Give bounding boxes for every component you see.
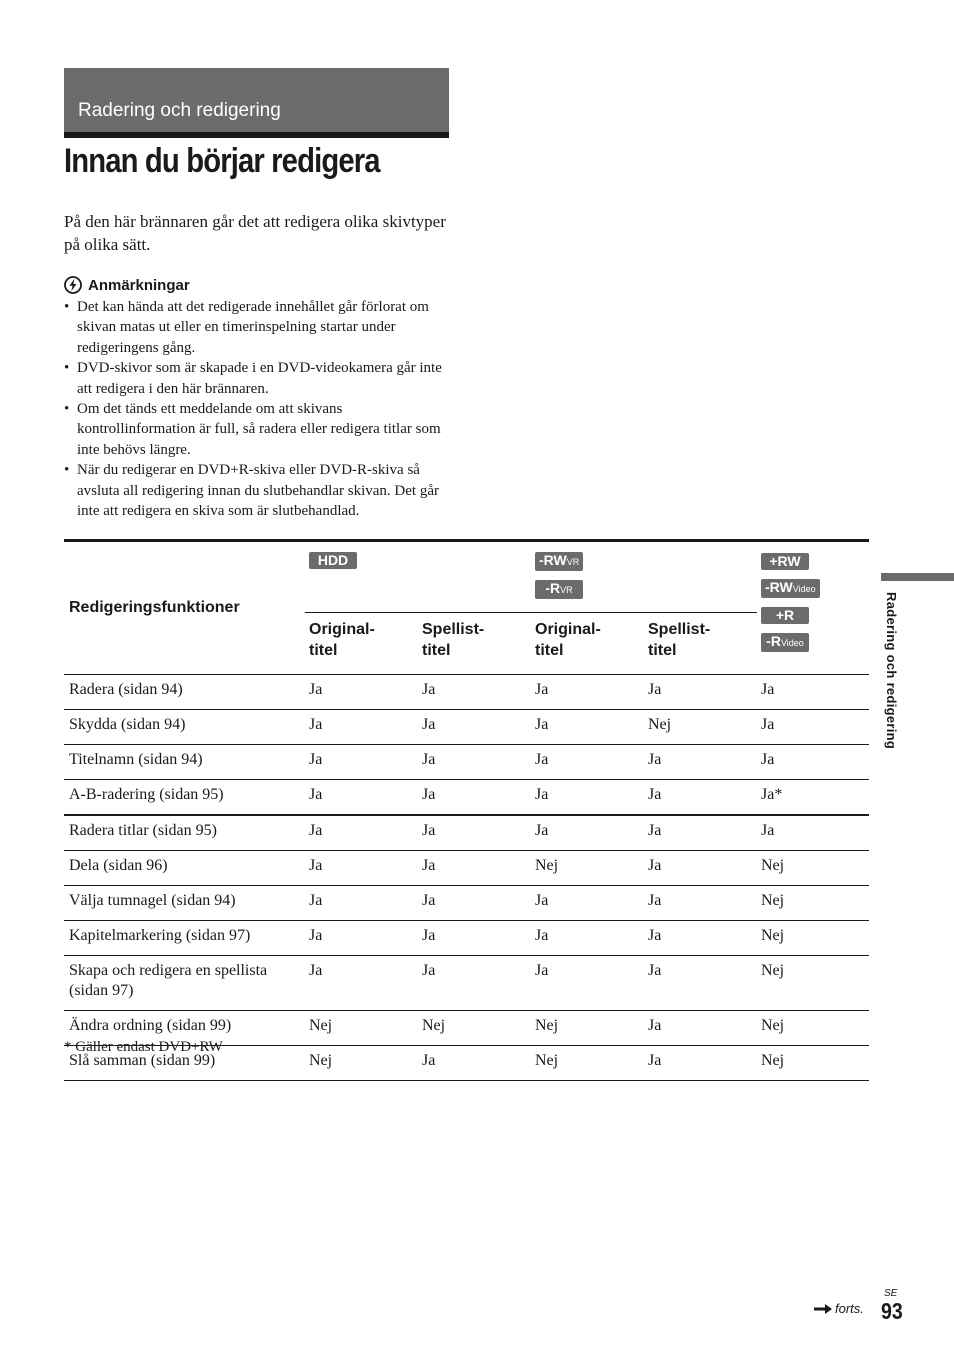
page-title: Innan du börjar redigera [64, 142, 380, 180]
note-item: • Om det tänds ett meddelande om att skivans kontrollinformation är full, så radera eller redigera titlar som inte behövs längre. [64, 399, 454, 460]
value-cell: Ja [644, 956, 757, 1011]
editing-functions-table [64, 539, 869, 1081]
value-cell: Ja [418, 886, 531, 921]
value-cell: Ja [531, 956, 644, 1011]
value-cell: Ja [418, 956, 531, 1011]
table-row [64, 710, 869, 745]
page-number: 93 [881, 1298, 903, 1324]
dvd-original-title-header: Original- titel [531, 613, 644, 675]
value-cell: Ja [644, 886, 757, 921]
table-row [64, 780, 869, 816]
arrow-right-icon [813, 1303, 833, 1315]
value-cell: Ja [305, 675, 418, 710]
hdd-original-title-header: Original- titel [305, 613, 418, 675]
value-cell: Ja [644, 675, 757, 710]
value-cell: Ja [305, 956, 418, 1011]
value-cell: Ja [644, 780, 757, 816]
value-cell: Ja [418, 851, 531, 886]
value-cell: Ja [418, 1046, 531, 1081]
footnote: * Gäller endast DVD+RW [64, 1039, 223, 1055]
table-row [64, 745, 869, 780]
value-cell: Ja [418, 675, 531, 710]
value-cell: Ja [418, 815, 531, 851]
value-cell: Ja [644, 1011, 757, 1046]
function-cell: Radera titlar (sidan 95) [64, 815, 305, 851]
value-cell: Ja [531, 815, 644, 851]
function-cell: Ändra ordning (sidan 99) [64, 1011, 305, 1046]
value-cell: Ja [757, 710, 869, 745]
function-cell: Slå samman (sidan 99) [64, 1046, 305, 1081]
section-banner [64, 68, 449, 132]
value-cell: Nej [644, 710, 757, 745]
value-cell: Nej [531, 1011, 644, 1046]
rw-video-badge: -RWVideo [761, 579, 820, 598]
value-cell: Ja [305, 745, 418, 780]
value-cell: Ja [418, 780, 531, 816]
function-cell: Dela (sidan 96) [64, 851, 305, 886]
plus-r-badge: +R [761, 607, 809, 624]
value-cell: Ja [531, 710, 644, 745]
continued-indicator [813, 1301, 864, 1316]
plus-rw-badge: +RW [761, 553, 809, 570]
r-video-badge: -RVideo [761, 633, 809, 652]
function-cell: Skapa och redigera en spellista (sidan 97) [64, 956, 305, 1011]
value-cell: Nej [531, 1046, 644, 1081]
value-cell: Ja [305, 851, 418, 886]
table-row [64, 921, 869, 956]
value-cell: Ja [644, 1046, 757, 1081]
hdd-column-group [305, 541, 531, 613]
value-cell: Nej [305, 1046, 418, 1081]
value-cell: Nej [757, 956, 869, 1011]
dvd-playlist-title-header: Spellist- titel [644, 613, 757, 675]
note-item: • Det kan hända att det redigerade innehållet går förlorat om skivan matas ut eller en timerinspelning startar under redigeringens gång. [64, 297, 454, 358]
function-cell: A-B-radering (sidan 95) [64, 780, 305, 816]
value-cell: Ja* [757, 780, 869, 816]
continued-label: forts. [835, 1301, 864, 1316]
banner-rule [64, 132, 449, 138]
r-vr-badge: -RVR [535, 580, 583, 599]
language-code: SE [884, 1288, 898, 1299]
value-cell: Ja [531, 886, 644, 921]
notes-heading-label: Anmärkningar [88, 276, 190, 294]
value-cell: Ja [305, 921, 418, 956]
function-cell: Radera (sidan 94) [64, 675, 305, 710]
function-cell: Titelnamn (sidan 94) [64, 745, 305, 780]
value-cell: Nej [757, 851, 869, 886]
hdd-badge: HDD [309, 552, 357, 569]
value-cell: Ja [757, 815, 869, 851]
value-cell: Ja [644, 815, 757, 851]
value-cell: Ja [418, 745, 531, 780]
function-cell: Kapitelmarkering (sidan 97) [64, 921, 305, 956]
value-cell: Ja [305, 780, 418, 816]
function-cell: Välja tumnagel (sidan 94) [64, 886, 305, 921]
function-column-header: Redigeringsfunktioner [64, 541, 305, 675]
value-cell: Ja [418, 921, 531, 956]
table-row [64, 851, 869, 886]
value-cell: Ja [644, 745, 757, 780]
intro-text: På den här brännaren går det att redigera olika skivtyper på olika sätt. [64, 212, 446, 254]
value-cell: Nej [757, 921, 869, 956]
value-cell: Ja [531, 921, 644, 956]
value-cell: Nej [757, 1046, 869, 1081]
note-item: • DVD-skivor som är skapade i en DVD-videokamera går inte att redigera i den här brännaren. [64, 358, 454, 399]
value-cell: Ja [305, 815, 418, 851]
video-mode-column-header [757, 541, 869, 675]
function-cell: Skydda (sidan 94) [64, 710, 305, 745]
section-title: Radering och redigering [78, 100, 281, 121]
value-cell: Ja [644, 921, 757, 956]
dvd-vr-column-group [531, 541, 757, 613]
notes-list [64, 297, 454, 521]
value-cell: Ja [531, 780, 644, 816]
value-cell: Ja [531, 745, 644, 780]
table-row [64, 675, 869, 710]
table-row [64, 815, 869, 851]
value-cell: Ja [757, 745, 869, 780]
value-cell: Nej [757, 1011, 869, 1046]
note-item: • När du redigerar en DVD+R-skiva eller DVD-R-skiva så avsluta all redigering innan du slutbehandlar skivan. Det går inte att redigera en skiva som är slutbehandlad. [64, 460, 454, 521]
value-cell: Nej [531, 851, 644, 886]
value-cell: Ja [644, 851, 757, 886]
value-cell: Nej [305, 1011, 418, 1046]
table-row [64, 886, 869, 921]
value-cell: Ja [757, 675, 869, 710]
value-cell: Nej [418, 1011, 531, 1046]
notes-heading [64, 276, 190, 294]
hdd-playlist-title-header: Spellist- titel [418, 613, 531, 675]
side-tab-marker [881, 573, 954, 581]
value-cell: Ja [305, 710, 418, 745]
value-cell: Nej [757, 886, 869, 921]
rw-vr-badge: -RWVR [535, 552, 583, 571]
side-section-label: Radering och redigering [884, 592, 899, 750]
value-cell: Ja [305, 886, 418, 921]
value-cell: Ja [531, 675, 644, 710]
table-row [64, 956, 869, 1011]
note-icon [64, 276, 82, 294]
value-cell: Ja [418, 710, 531, 745]
